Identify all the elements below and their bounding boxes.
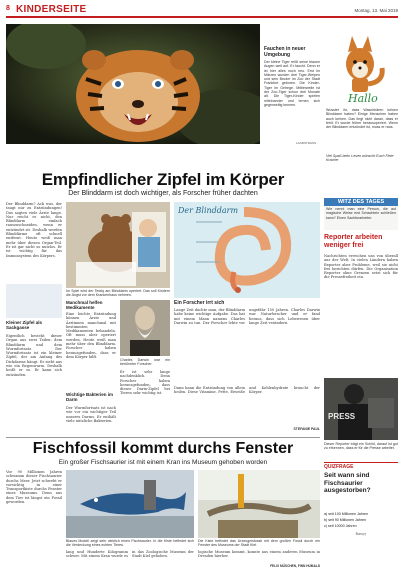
headline: Empfindlicher Zipfel im Körper	[41, 170, 285, 189]
quiz-title: QUIZFRAGE	[324, 462, 398, 470]
bottom-col3: logische Museum kommt, konnte aus einem anderen Museum in Dresden hierher.	[198, 550, 320, 559]
section-title: KINDERSEITE	[16, 4, 87, 15]
col4-author: STEFANIE PAUL	[293, 427, 320, 431]
reporter-photo	[324, 378, 398, 440]
photo-caption-title: Fauchen in neuer Umgebung	[264, 46, 306, 58]
col1-subhead: Kleiner Zipfel als Sackgasse	[6, 320, 43, 330]
bottom-divider	[6, 437, 320, 438]
col3-text: Er ist sehr lange nachdenklich. Denn Forscher haben herausgefunden, dass dieser Darm-Zipfel bei Tieren sehr wichtig ist.	[120, 370, 170, 396]
page-date: Montag, 13. Mai 2019	[354, 8, 398, 13]
col1-intro: Der Blinddarm? Ach was, der taugt nur zu Entzündungen! Das sagten viele Ärzte lange. Nur reicht es nicht, den Blinddarm einfach rauszuschneiden, wenn er entzündet ist. Deshalb werden Blinddärme oft schnell entfernt. Heute weiß man mehr über diesen Organ-Teil. Er ist gar nicht so nutzlos. Er ist wichtig für das Immunsystem des Körpers.	[6, 202, 62, 258]
quiz-answer-label: Lösung	[355, 532, 367, 536]
quiz-question: Seit wann sind Fischsaurier ausgestorben?	[324, 472, 371, 494]
reporter-caption: Dieser Reporter trägt ein Schild, darauf ist gut zu erkennen, dass er für die Presse arbeitet.	[324, 442, 398, 451]
col2b-subhead: Wichtige Bakterien im Darm	[66, 392, 113, 402]
photo-credit: LANDSTRASS	[296, 141, 317, 145]
illustration-doctor	[6, 284, 62, 318]
fossil-photo-1	[66, 470, 194, 538]
quiz-answer-b: b) seit 90 Millionen Jahren	[324, 518, 366, 522]
fossil-caption-1: Blaues Modell zeigt sehr wirklich einen Fischsaurier. In die Kiste befindet sich die Verdeckung eines echten Tieres.	[66, 539, 194, 548]
darwin-portrait	[120, 300, 170, 356]
blinddarm-infographic	[174, 202, 320, 298]
bottom-headline: Fischfossil kommt durchs Fenster	[32, 440, 294, 457]
col2-subhead: Manchmal helfen Medikamente	[66, 300, 103, 310]
cartoon-text: Wusstet ihr, dass Waschbären keinen Blinddarm haben? Einige Menschen haben auch keinen. Das liegt nicht daran, dass er fehlt. Er wurde früher herausoperiert. Wenn der Blinddarm entzündet ist, muss er raus.	[326, 108, 398, 130]
subheadline: Der Blinddarm ist doch wichtiger, als Forscher früher dachten	[68, 190, 258, 197]
col2-text: Eine leichte Entzündung können Ärzte und Ärztinnen manchmal mit bestimmten Medikamenten behandeln. Oft muss aber operiert werden. Heute weiß man mehr über den Blinddarm. Forscher haben herausgefunden, dass er dem Körper hilft.	[66, 312, 116, 359]
teddy-caption: Im Spiel wird der Teddy am Blinddarm operiert. Das soll Kindern die Angst vor dem Krankenhaus nehmen.	[66, 289, 170, 298]
reporter-photo-label: PRESS	[328, 412, 356, 421]
joke-text: Wie nennt man eine Person, die auf magische Weise erst Schachteln schließen kann? Einen Sachbearbeiter.	[326, 207, 396, 220]
joke-title: WITZ DES TAGES	[324, 198, 398, 206]
bottom-col1: Vor 90 Millionen Jahren schwamm dieser Fischsaurier durchs Meer. Jetzt schwebt er vorsichtig in einer Transportkiste durchs Fenster eines Museums. Denn aus dem Tier ist längst ein Fossil geworden.	[6, 470, 62, 505]
col4-text: Lange Zeit dachte man, der Blinddarm habe keine wichtige Aufgabe. Das hat mit einem Mann namens Charles Darwin zu tun. Der Forscher lebte vor ungefähr 150 Jahren. Charles Darwin war Naturforscher und er fand heraus, dass sich Lebewesen über lange Zeit verändern.	[174, 308, 320, 325]
page-number: 8	[6, 5, 10, 12]
fossil-caption-2: Die Kiste befindet das Urzeugnisfossil mit dem großen Fossil durch ein Fenster des Museums der Stadt Kiel.	[198, 539, 320, 548]
infographic-title: Der Blinddarm	[178, 206, 239, 215]
bottom-col2: lang und Hunderte Kilogramm schwer. Mit einem Kran wurde es in das Zoologische Museum der Stadt Kiel gehoben.	[66, 550, 194, 559]
cartoon-hallo: Hallo	[348, 92, 378, 105]
fossil-photo-2	[198, 470, 320, 538]
col2b-text: Der Wurmfortsatz ist nach wie vor ein wichtiger Teil unseres Darms. Er enthält viele nützliche Bakterien.	[66, 406, 116, 423]
teddy-photo	[66, 202, 170, 288]
photo-caption-text: Der kleine Tiger reißt seine blauen Augen weit auf. Er faucht. Denn er ist hier alles noch neu. Erst im Märzen wurden drei Tiger-Welpen und sein Bruder im Zoo der Stadt Frankfurt geboren. Die Kinder-Tiger im Gehege. Mittlerweile ist der Zoo-Tiger schon drei Monate alt. Die Tiger-Kinder spielen miteinander und lernen sich gegenseitig kennen.	[264, 60, 320, 107]
col1-text: Eigentlich besteht dieser Organ aus zwei Teilen: dem Blinddarm und dem Wurmfortsatz. Der Wurmfortsatz ist ein kleiner Zipfel, der am Anfang des Dickdarms hängt. Er sieht aus wie ein Regenwurm. Deshalb heißt er so. Er kann sich entzünden.	[6, 334, 62, 377]
darwin-caption: Charles Darwin war ein berühmter Forscher.	[120, 358, 170, 367]
cartoon-sign: Viel Spaß beim Lesen wünscht Euch Fiete Kracher	[326, 154, 394, 163]
fox-mascot-icon	[322, 24, 398, 96]
report-text: Nachrichten erreichen uns von überall aus der Welt. In vielen Ländern haben Reporter aber Probleme, weil sie nicht frei berichten dürfen. Die Organisation Reporter ohne Grenzen setzt sich für die Pressefreiheit ein.	[324, 254, 398, 280]
col4-subhead: Ein Forscher irrt sich	[174, 300, 225, 306]
quiz-answer-a: a) seit 100 Millionen Jahren	[324, 512, 368, 516]
bottom-subhead: Ein großer Fischsaurier ist mit einem Kran ins Museum gehoben worden	[58, 459, 268, 466]
report-headline: Reporter arbeiten weniger frei	[324, 234, 383, 249]
col4-text2: Dann kann die Entzündung von allein heilen. Diese Vitamine, Fette, Eiweiße und Kohlenhydrate braucht der Körper.	[174, 386, 320, 395]
tiger-photo	[6, 24, 260, 144]
quiz-answer-c: c) seit 10000 Jahren	[324, 524, 357, 528]
bottom-credits: FELIX MÜSCHEN, FINN HUMALD	[270, 564, 320, 568]
